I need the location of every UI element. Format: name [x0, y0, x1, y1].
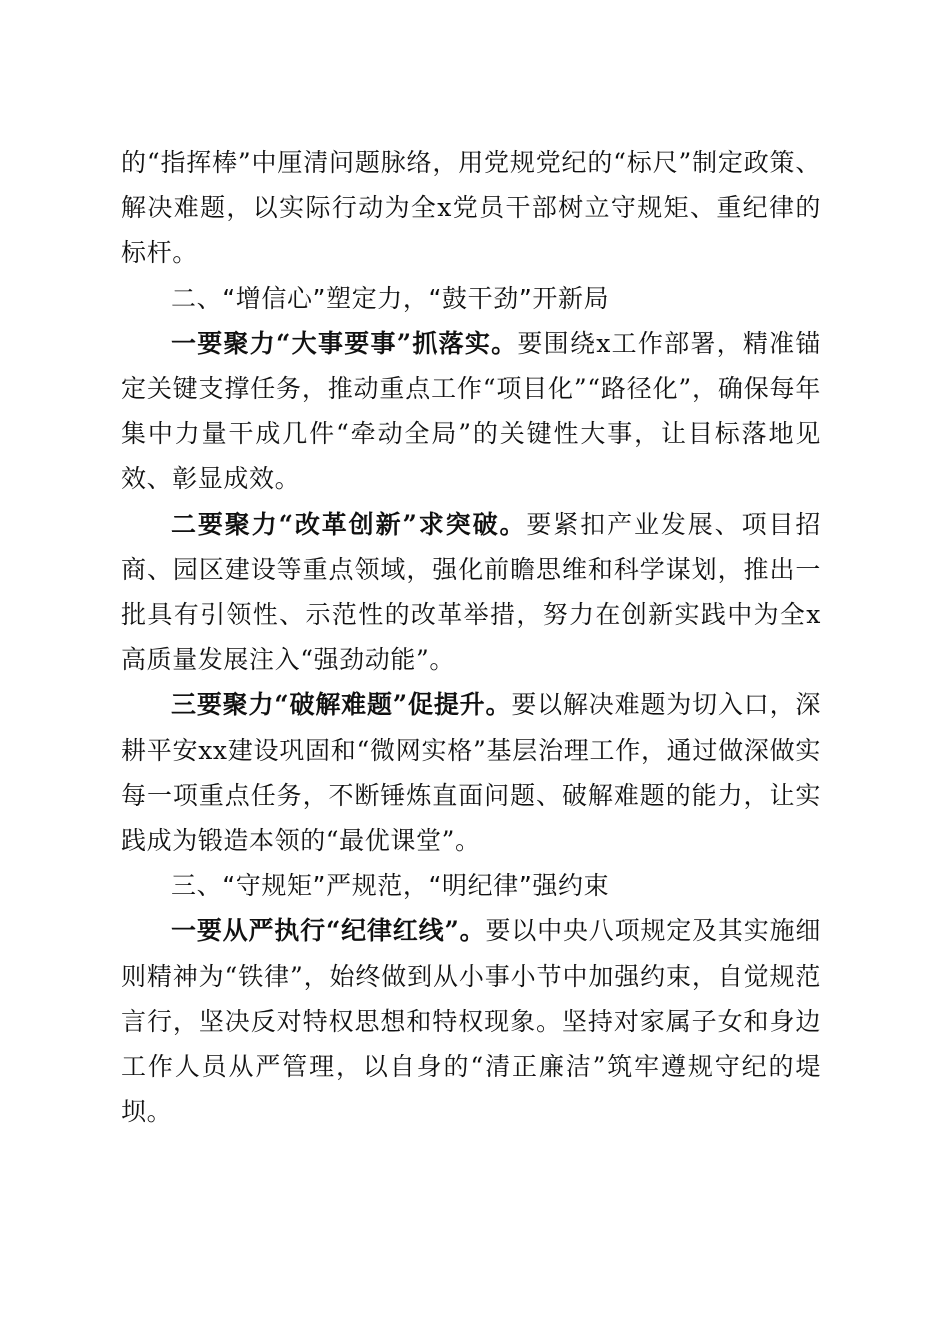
section-heading-3: 三、“守规矩”严规范，“明纪律”强约束: [171, 871, 610, 901]
continuation-paragraph: [121, 140, 821, 276]
item-2-1-body: 要围绕x工作部署，精准锚定关键支撑任务，推动重点工作“项目化”“路径化”，确保每年集中力量干成几件“牵动全局”的关键性大事，让目标落地见效、彰显成效。: [121, 328, 821, 494]
item-3-1-lead: 一要从严执行“纪律红线”。: [171, 916, 486, 946]
continuation-text: 的“指挥棒”中厘清问题脉络，用党规党纪的“标尺”制定政策、解决难题，以实际行动为全x党员干部树立守规矩、重纪律的标杆。: [121, 148, 821, 268]
item-3-1-body: 要以中央八项规定及其实施细则精神为“铁律”，始终做到从小事小节中加强约束，自觉规范言行，坚决反对特权思想和特权现象。坚持对家属子女和身边工作人员从严管理，以自身的“清正廉洁”筑牢遵规守纪的堤坝。: [121, 916, 822, 1127]
document-body: [121, 140, 821, 1134]
paragraph-item-2-2: [121, 502, 821, 683]
paragraph-item-2-1: [121, 321, 821, 502]
item-2-2-body: 要紧扣产业发展、项目招商、园区建设等重点领域，强化前瞻思维和科学谋划，推出一批具有引领性、示范性的改革举措，努力在创新实践中为全x高质量发展注入“强劲动能”。: [121, 509, 821, 675]
paragraph-item-3-1: [121, 908, 821, 1134]
paragraph-item-2-3: [121, 682, 821, 863]
item-2-3-lead: 三要聚力“破解难题”促提升。: [171, 690, 512, 720]
item-2-1-lead: 一要聚力“大事要事”抓落实。: [171, 328, 518, 358]
item-2-3-body: 要以解决难题为切入口，深耕平安xx建设巩固和“微网实格”基层治理工作，通过做深做实每一项重点任务，不断锤炼直面问题、破解难题的能力，让实践成为锻造本领的“最优课堂”。: [121, 690, 821, 856]
item-2-2-lead: 二要聚力“改革创新”求突破。: [171, 509, 527, 539]
section-heading-2: 二、“增信心”塑定力，“鼓干劲”开新局: [171, 283, 610, 313]
